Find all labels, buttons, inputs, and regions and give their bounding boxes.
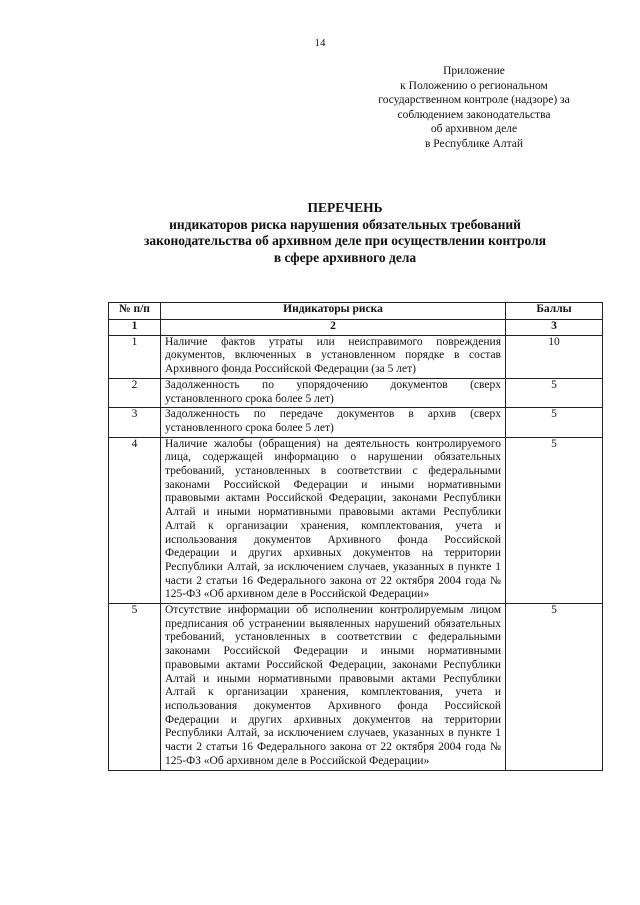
header-score: Баллы <box>506 303 603 320</box>
title-line: законодательства об архивном деле при осуществлении контроля <box>143 233 547 248</box>
row-score: 10 <box>506 335 603 378</box>
row-indicator: Наличие фактов утраты или неисправимого повреждения документов, включенных в установленном порядке в состав Архивного фонда Российской Федерации (за 5 лет) <box>161 335 506 378</box>
appendix-line: к Положению о региональном <box>400 79 548 92</box>
table-header-row <box>109 303 603 320</box>
table-row <box>109 335 603 378</box>
table-row <box>109 408 603 437</box>
row-number: 5 <box>109 604 161 770</box>
title-line: ПЕРЕЧЕНЬ <box>307 200 383 215</box>
header-number: № п/п <box>109 303 161 320</box>
column-number-row <box>109 320 603 336</box>
title-line: индикаторов риска нарушения обязательных требований <box>169 216 521 232</box>
column-number: 3 <box>506 320 603 336</box>
row-indicator: Задолженность по упорядочению документов (сверх установленного срока более 5 лет) <box>161 378 506 407</box>
table-row <box>109 604 603 770</box>
document-title <box>0 200 640 266</box>
appendix-line: государственном контроле (надзоре) за <box>378 94 570 106</box>
row-number: 1 <box>109 335 161 378</box>
row-indicator: Задолженность по передаче документов в архив (сверх установленного срока более 5 лет) <box>161 408 506 437</box>
column-number: 2 <box>161 320 506 336</box>
header-indicator: Индикаторы риска <box>161 303 506 320</box>
appendix-line: в Республике Алтай <box>424 137 523 150</box>
row-indicator: Наличие жалобы (обращения) на деятельность контролируемого лица, содержащей информацию о нарушении обязательных требований, установленных в соответствии с федеральными законами Российской Федерации и иными нормативными правовыми актами Российской Федерации, законами Республики Алтай и иными нормативными правовыми актами Республики Алтай к организации хранения, комплектования, учета и использования документов Архивного фонда Российской Федерации и других архивных документов на территории Республики Алтай, за исключением случаев, указанных в пункте 1 части 2 статьи 16 Федерального закона от 22 октября 2004 года № 125-ФЗ «Об архивном деле в Российской Федерации» <box>161 437 506 603</box>
row-score: 5 <box>506 604 603 770</box>
row-score: 5 <box>506 437 603 603</box>
row-score: 5 <box>506 378 603 407</box>
page-number: 14 <box>314 37 326 49</box>
risk-indicators-table <box>108 302 603 771</box>
appendix-note <box>358 64 590 151</box>
title-line: в сфере архивного дела <box>273 249 417 265</box>
row-number: 2 <box>109 378 161 407</box>
table-row <box>109 378 603 407</box>
appendix-line: об архивном деле <box>430 123 518 135</box>
row-number: 3 <box>109 408 161 437</box>
appendix-line: Приложение <box>443 65 505 77</box>
row-score: 5 <box>506 408 603 437</box>
appendix-line: соблюдением законодательства <box>397 108 551 121</box>
row-number: 4 <box>109 437 161 603</box>
column-number: 1 <box>109 320 161 336</box>
row-indicator: Отсутствие информации об исполнении контролируемым лицом предписания об устранении выявленных нарушений обязательных требований, установленных в соответствии с федеральными законами Российской Федерации и иными нормативными правовыми актами Российской Федерации, законами Республики Алтай и иными нормативными правовыми актами Республики Алтай к организации хранения, комплектования, учета и использования документов Архивного фонда Российской Федерации и других архивных документов на территории Республики Алтай, за исключением случаев, указанных в пункте 1 части 2 статьи 16 Федерального закона от 22 октября 2004 года № 125-ФЗ «Об архивном деле в Российской Федерации» <box>161 604 506 770</box>
table-row <box>109 437 603 603</box>
